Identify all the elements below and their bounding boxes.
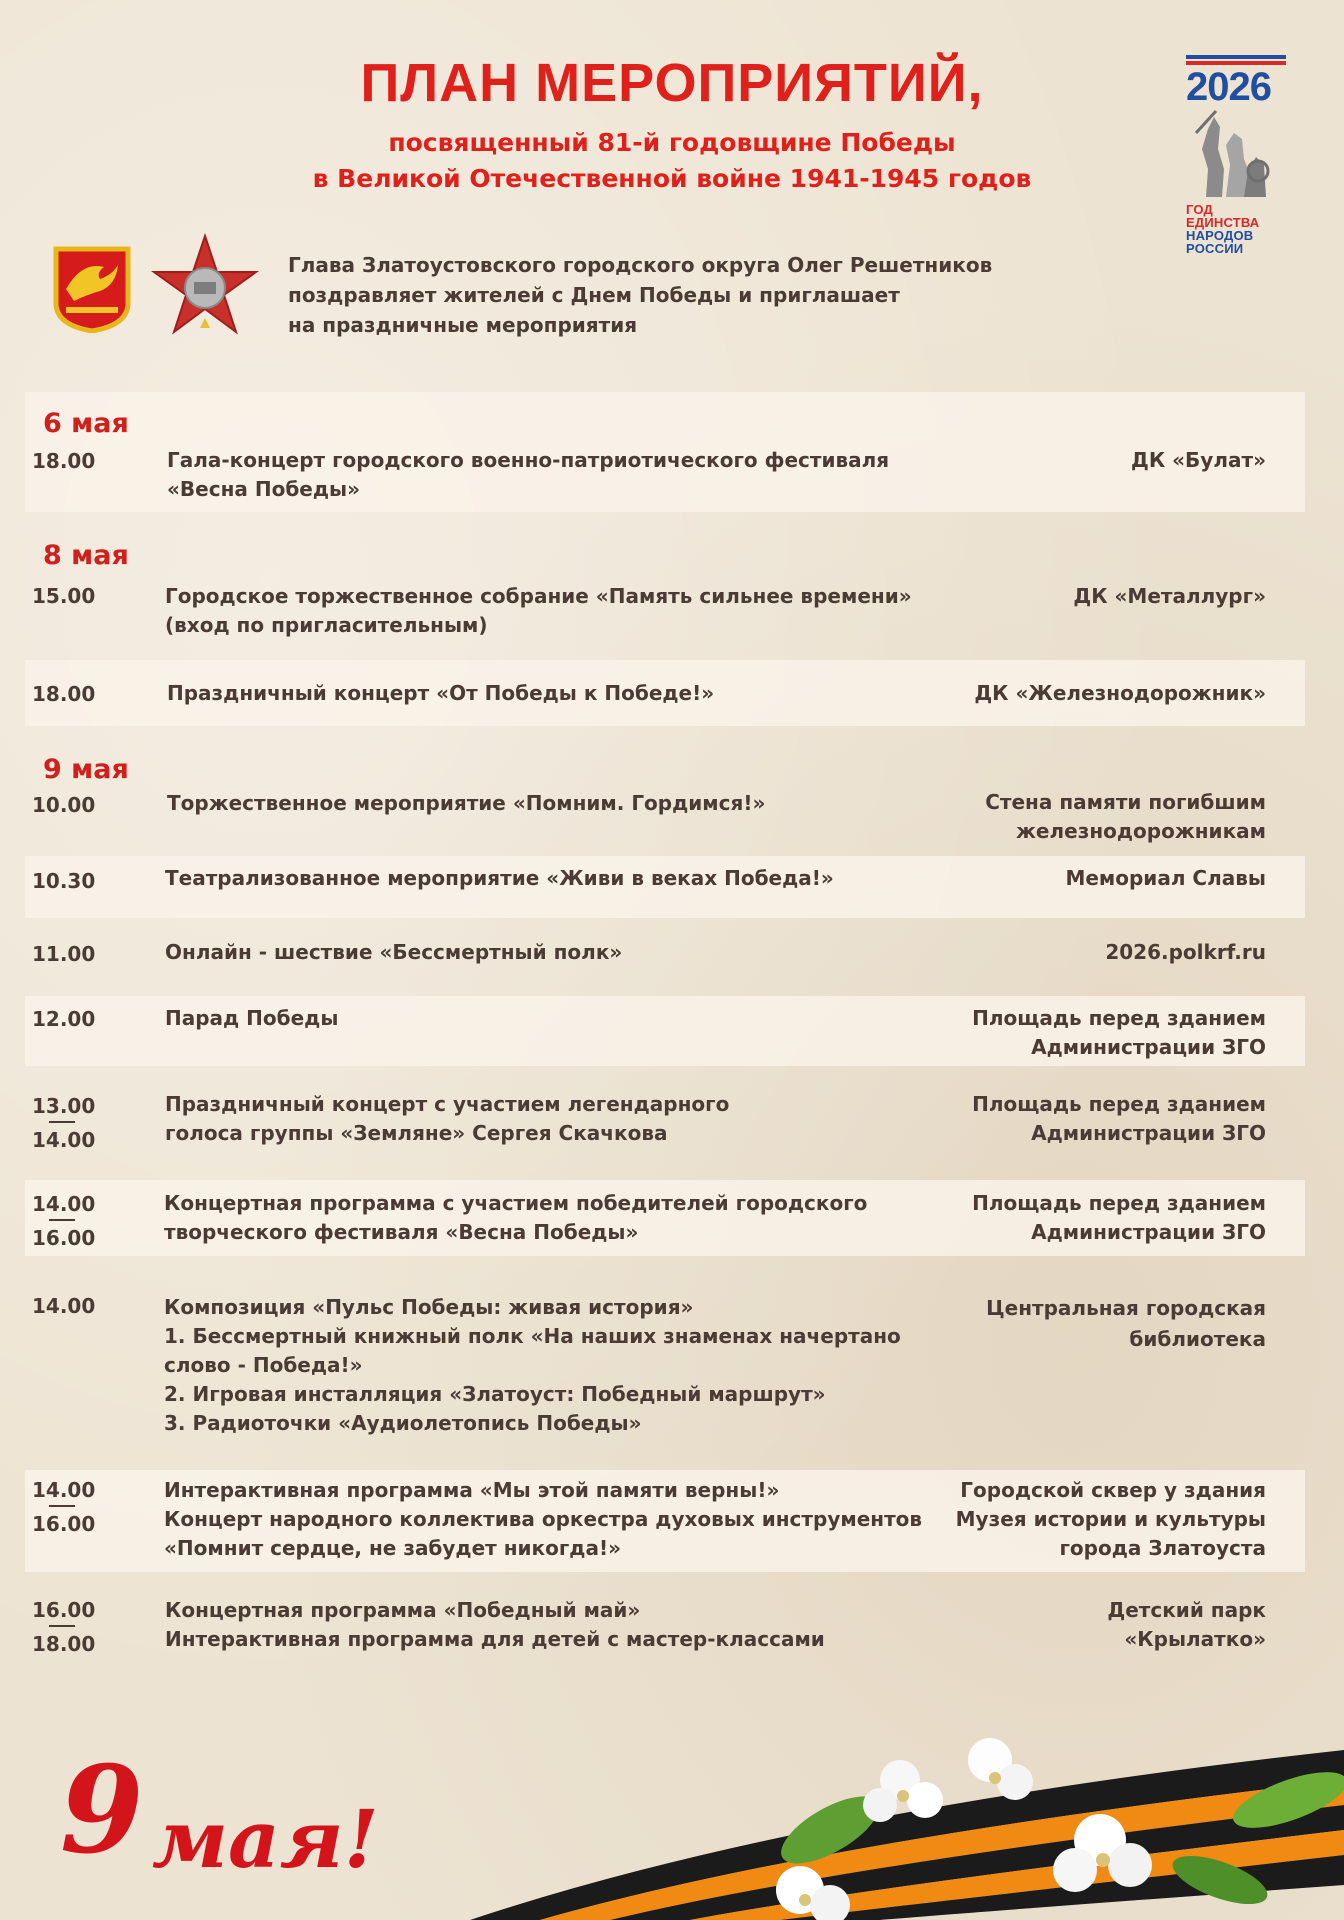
- event-time: 12.00: [32, 1007, 96, 1031]
- event-venue-line: Площадь перед зданием: [972, 1006, 1266, 1030]
- event-venue: [906, 1004, 1266, 1062]
- event-description-line: 1. Бессмертный книжный полк «На наших знаменах начертано: [164, 1324, 901, 1348]
- event-description-line: слово - Победа!»: [164, 1353, 363, 1377]
- event-time: [32, 1597, 96, 1657]
- footer-decoration: [0, 1720, 1344, 1920]
- event-description-line: Онлайн - шествие «Бессмертный полк»: [165, 940, 623, 964]
- event-venue: [906, 582, 1266, 611]
- monument-icon: [1186, 109, 1276, 199]
- event-time: [32, 1191, 96, 1251]
- event-description-line: Торжественное мероприятие «Помним. Гордимся!»: [167, 791, 766, 815]
- greeting-line3: на праздничные мероприятия: [288, 313, 638, 337]
- event-description: [165, 1090, 945, 1148]
- event-time: 14.00: [32, 1294, 96, 1318]
- date-heading-may9: 9 мая: [43, 754, 129, 785]
- event-venue-line: библиотека: [1129, 1327, 1266, 1351]
- event-venue-line: «Крылатко»: [1124, 1627, 1266, 1651]
- event-time: 18.00: [32, 682, 96, 706]
- event-description-line: «Помнит сердце, не забудет никогда!»: [164, 1536, 621, 1560]
- city-coat-of-arms-icon: [52, 245, 132, 333]
- event-venue-line: ДК «Металлург»: [1073, 584, 1266, 608]
- time-range-dash: [49, 1625, 75, 1627]
- time-range-dash: [49, 1219, 75, 1221]
- event-time: [32, 1093, 96, 1153]
- event-description: [167, 679, 947, 708]
- date-heading-may8: 8 мая: [43, 540, 129, 571]
- event-venue-line: ДК «Булат»: [1131, 448, 1266, 472]
- event-description-line: Парад Победы: [165, 1006, 339, 1030]
- event-description-line: Праздничный концерт «От Победы к Победе!»: [167, 681, 715, 705]
- date-heading-may6: 6 мая: [43, 408, 129, 439]
- event-venue-line: Центральная городская: [986, 1296, 1266, 1320]
- event-venue: [906, 1090, 1266, 1148]
- event-venue-line: железнодорожникам: [1016, 819, 1266, 843]
- event-description-line: Городское торжественное собрание «Память сильнее времени»: [165, 584, 912, 608]
- event-venue: [906, 1293, 1266, 1355]
- page-subtitle-line2: в Великой Отечественной войне 1941-1945 годов: [312, 164, 1032, 193]
- event-description: [165, 1004, 945, 1033]
- event-venue: [906, 446, 1266, 475]
- event-venue: [906, 1189, 1266, 1247]
- event-time: 11.00: [32, 942, 96, 966]
- event-venue-line: Администрации ЗГО: [1031, 1121, 1266, 1145]
- event-time-start: 14.00: [32, 1478, 96, 1502]
- event-description-line: 2. Игровая инсталляция «Златоуст: Победный маршрут»: [164, 1382, 826, 1406]
- event-description-line: Композиция «Пульс Победы: живая история»: [164, 1295, 694, 1319]
- event-time: 10.30: [32, 869, 96, 893]
- event-description: [165, 864, 945, 893]
- event-venue-line: Стена памяти погибшим: [985, 790, 1266, 814]
- page-subtitle-line1: посвященный 81-й годовщине Победы: [388, 128, 956, 157]
- event-venue: [906, 938, 1266, 967]
- greeting-line1: Глава Златоустовского городского округа Олег Решетников: [288, 253, 993, 277]
- event-description-line: Концертная программа с участием победителей городского: [164, 1191, 868, 1215]
- header: [0, 0, 1344, 220]
- time-range-dash: [49, 1505, 75, 1507]
- event-time: [32, 1477, 96, 1537]
- event-time-start: 13.00: [32, 1094, 96, 1118]
- event-venue-line: Городской сквер у здания: [960, 1478, 1266, 1502]
- event-description: [165, 582, 945, 640]
- event-time: 18.00: [32, 449, 96, 473]
- event-time-start: 14.00: [32, 1192, 96, 1216]
- event-venue: [906, 864, 1266, 893]
- order-star-icon: [150, 232, 260, 342]
- event-description-line: Интерактивная программа «Мы этой памяти верны!»: [164, 1478, 780, 1502]
- event-description-line: Концертная программа «Победный май»: [165, 1598, 641, 1622]
- event-description-line: голоса группы «Земляне» Сергея Скачкова: [165, 1121, 668, 1145]
- event-description-line: Праздничный концерт с участием легендарного: [165, 1092, 730, 1116]
- event-description-line: Театрализованное мероприятие «Живи в веках Победа!»: [165, 866, 834, 890]
- event-description-line: Концерт народного коллектива оркестра духовых инструментов: [164, 1507, 923, 1531]
- event-venue: [906, 788, 1266, 846]
- event-venue-line: Мемориал Славы: [1065, 866, 1266, 890]
- event-description-line: «Весна Победы»: [167, 477, 361, 501]
- event-time: 15.00: [32, 584, 96, 608]
- greeting-line2: поздравляет жителей с Днем Победы и приглашает: [288, 283, 900, 307]
- event-venue-line: Площадь перед зданием: [972, 1191, 1266, 1215]
- event-time-end: 16.00: [32, 1512, 96, 1536]
- event-description-line: 3. Радиоточки «Аудиолетопись Победы»: [164, 1411, 642, 1435]
- event-venue-line: Администрации ЗГО: [1031, 1035, 1266, 1059]
- event-time-end: 18.00: [32, 1632, 96, 1656]
- event-venue: [906, 1476, 1266, 1563]
- event-description-line: (вход по пригласительным): [165, 613, 488, 637]
- event-description: [164, 1189, 944, 1247]
- event-time: 10.00: [32, 793, 96, 817]
- event-time-end: 16.00: [32, 1226, 96, 1250]
- event-description: [167, 789, 947, 818]
- slogan-text: мая!: [152, 1792, 379, 1886]
- event-time-start: 16.00: [32, 1598, 96, 1622]
- logo-caption-line2: ЕДИНСТВА: [1186, 215, 1260, 230]
- greeting-text: [288, 250, 1088, 340]
- logo-year: 2026: [1186, 65, 1271, 109]
- event-venue-line: ДК «Железнодорожник»: [974, 681, 1266, 705]
- event-venue-line: Администрации ЗГО: [1031, 1220, 1266, 1244]
- event-venue-line: Детский парк: [1107, 1598, 1266, 1622]
- event-venue-line: Музея истории и культуры: [955, 1507, 1266, 1531]
- event-description-line: Гала-концерт городского военно-патриотического фестиваля: [167, 448, 890, 472]
- logo-caption-line3: НАРОДОВ: [1186, 228, 1254, 243]
- event-description: [165, 938, 945, 967]
- event-venue: [906, 1596, 1266, 1654]
- logo-stripe-blue: [1186, 55, 1286, 59]
- event-description: [164, 1476, 944, 1563]
- slogan-nine: 9: [60, 1740, 144, 1881]
- logo-caption-line4: РОССИИ: [1186, 241, 1244, 256]
- page-title: ПЛАН МЕРОПРИЯТИЙ,: [360, 53, 984, 113]
- event-description: [167, 446, 947, 504]
- event-description-line: творческого фестиваля «Весна Победы»: [164, 1220, 639, 1244]
- year-of-unity-logo: [1186, 55, 1286, 265]
- event-venue-line: Площадь перед зданием: [972, 1092, 1266, 1116]
- time-range-dash: [49, 1121, 75, 1123]
- event-venue-line: города Златоуста: [1059, 1536, 1266, 1560]
- event-description: [165, 1596, 945, 1654]
- event-time-end: 14.00: [32, 1128, 96, 1152]
- event-venue-line: 2026.polkrf.ru: [1105, 940, 1266, 964]
- event-description-line: Интерактивная программа для детей с мастер-классами: [165, 1627, 825, 1651]
- logo-caption-line1: ГОД: [1186, 202, 1213, 217]
- event-description: [164, 1293, 944, 1438]
- event-venue: [906, 679, 1266, 708]
